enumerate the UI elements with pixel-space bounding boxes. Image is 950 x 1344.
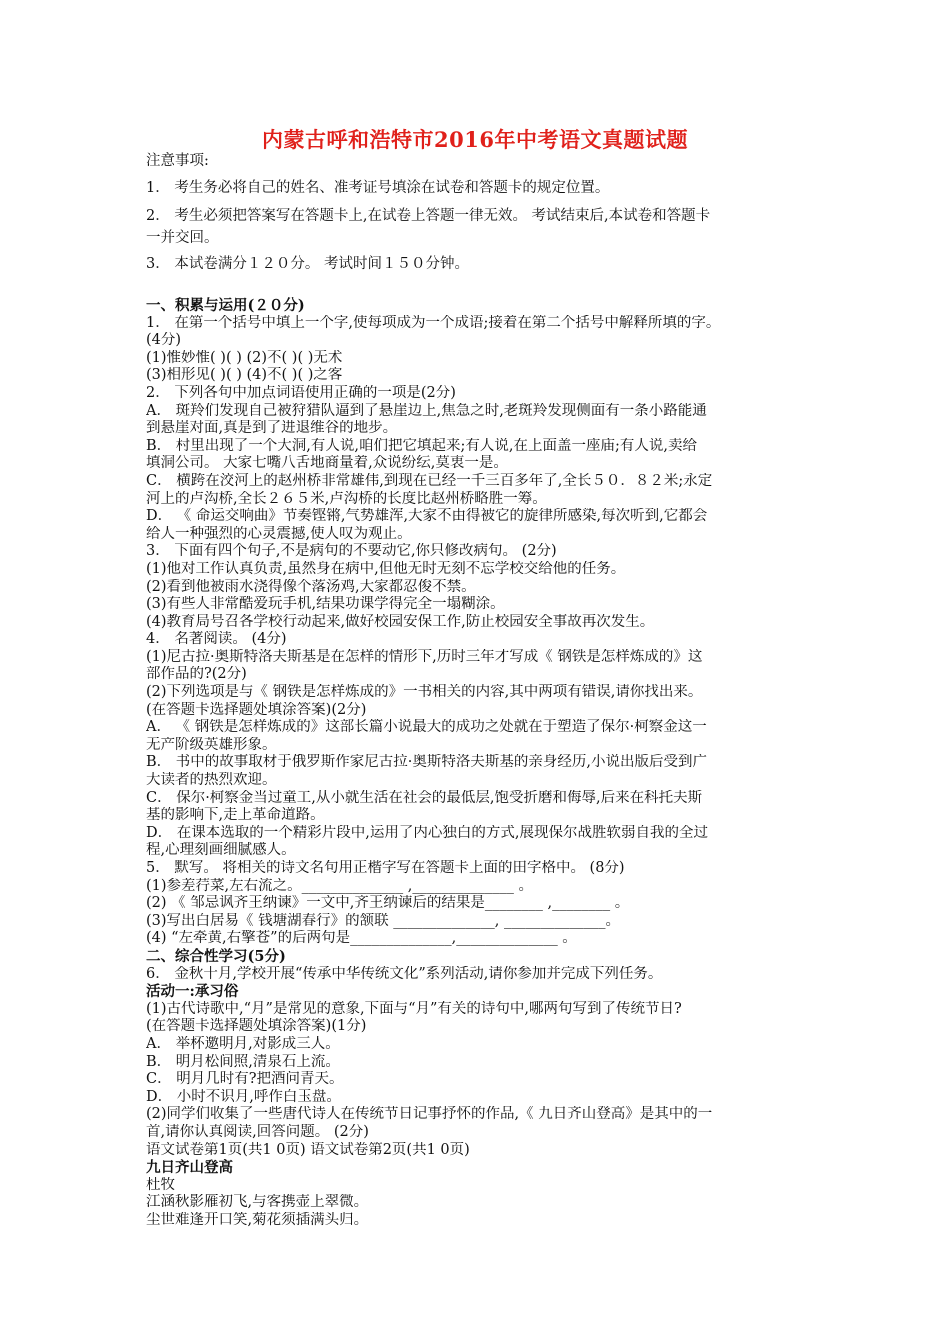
text-line: (3)相形见( )( ) (4)不( )( )之客 [146,367,343,384]
text-line: (2) 《 邹忌讽齐王纳谏》一文中,齐王纳谏后的结果是________ ,________ 。 [146,895,630,912]
text-line: 首,请你认真阅读,回答问题。 (2分) [146,1123,369,1140]
text-line: 程,心理刻画细腻感人。 [146,842,296,859]
text-line: (1)他对工作认真负责,虽然身在病中,但他无时无刻不忘学校交给他的任务。 [146,560,626,577]
text-line: (4分) [146,332,182,349]
text-line: 江涵秋影雁初飞,与客携壶上翠微。 [146,1194,369,1211]
page-title: 内蒙古呼和浩特市2016年中考语文真题试题 [262,127,688,152]
text-line: 尘世难逢开口笑,菊花须插满头归。 [146,1211,369,1228]
text-line: A． 斑羚们发现自己被狩猎队逼到了悬崖边上,焦急之时,老斑羚发现侧面有一条小路能通 [146,402,707,419]
text-line: 给人一种强烈的心灵震撼,使人叹为观止。 [146,525,412,542]
section-heading: 一、积累与运用(２０分) [146,297,305,314]
text-line: B． 明月松间照,清泉石上流。 [146,1053,340,1070]
notice-heading: 注意事项: [146,153,209,169]
text-line: 5． 默写。 将相关的诗文名句用正楷字写在答题卡上面的田字格中。 (8分) [146,860,625,876]
text-line: 部作品的?(2分) [146,666,247,683]
notice-item: 2． 考生必须把答案写在答题卡上,在试卷上答题一律无效。 考试结束后,本试卷和答题卡 [146,208,711,224]
text-line: (2)同学们收集了一些唐代诗人在传统节日记事抒怀的作品,《 九日齐山登高》是其中的一 [146,1106,713,1123]
text-line: D． 在课本选取的一个精彩片段中,运用了内心独白的方式,展现保尔战胜软弱自我的全过 [146,824,708,841]
section-heading: 活动一:承习俗 [146,983,239,1001]
section-heading: 二、综合性学习(5分) [146,947,286,965]
text-line: (3)写出白居易《 钱塘湖春行》的颔联 ______________, ______________。 [146,912,620,929]
text-line: A． 《 钢铁是怎样炼成的》这部长篇小说最大的成功之处就在于塑造了保尔·柯察金这一 [146,719,707,736]
text-line: 无产阶级英雄形象。 [146,736,277,753]
text-line: 基的影响下,走上革命道路。 [146,807,325,824]
text-line: C． 横跨在洨河上的赵州桥非常雄伟,到现在已经一千三百多年了,全长５０．８２米;永定 [146,472,713,489]
text-line: 3． 下面有四个句子,不是病句的不要动它,你只修改病句。 (2分) [146,543,557,560]
text-line: (4) “左牵黄,右擎苍”的后两句是______________,______________ 。 [146,930,577,947]
text-line: (4)教育局号召各学校行动起来,做好校园安保工作,防止校园安全事故再次发生。 [146,613,655,630]
text-line: C． 明月几时有?把酒问青天。 [146,1071,344,1088]
text-line: (1)古代诗歌中,“月”是常见的意象,下面与“月”有关的诗句中,哪两句写到了传统节日? [146,1000,682,1017]
text-line: D． 小时不识月,呼作白玉盘。 [146,1088,341,1105]
section-heading: 九日齐山登高 [146,1159,233,1177]
text-line: 河上的卢沟桥,全长２６５米,卢沟桥的长度比赵州桥略胜一筹。 [146,490,547,507]
text-line: (1)参差荇菜,左右流之。______________ ,______________ 。 [146,877,533,894]
notice-item: 一并交回。 [146,230,219,246]
exam-body [146,297,828,1229]
text-line: 大读者的热烈欢迎。 [146,772,277,789]
text-line: (1)惟妙惟( )( ) (2)不( )( )无术 [146,349,343,366]
text-line: (在答题卡选择题处填涂答案)(1分) [146,1018,367,1035]
text-line: B． 书中的故事取材于俄罗斯作家尼古拉·奥斯特洛夫斯基的亲身经历,小说出版后受到广 [146,754,707,771]
text-line: 6． 金秋十月,学校开展“传承中华传统文化”系列活动,请你参加并完成下列任务。 [146,965,663,982]
text-line: 1． 在第一个括号中填上一个字,使每项成为一个成语;接着在第二个括号中解释所填的字。 [146,314,721,331]
text-line: D． 《 命运交响曲》节奏铿锵,气势雄浑,大家不由得被它的旋律所感染,每次听到,它都会 [146,508,708,525]
text-line: (2)看到他被雨水浇得像个落汤鸡,大家都忍俊不禁。 [146,578,476,595]
text-line: 到悬崖对面,真是到了进退维谷的地步。 [146,420,398,437]
text-line: B． 村里出现了一个大洞,有人说,咱们把它填起来;有人说,在上面盖一座庙;有人说,卖给 [146,437,697,454]
notice-item: 3． 本试卷满分１２０分。 考试时间１５０分钟。 [146,256,469,272]
text-line: C． 保尔·柯察金当过童工,从小就生活在社会的最低层,饱受折磨和侮辱,后来在科托夫斯 [146,789,703,806]
text-line: (2)下列选项是与《 钢铁是怎样炼成的》一书相关的内容,其中两项有错误,请你找出来。 [146,684,703,701]
text-line: 2． 下列各句中加点词语使用正确的一项是(2分) [146,384,456,401]
text-line: 4． 名著阅读。 (4分) [146,631,287,648]
text-line: (3)有些人非常酷爱玩手机,结果功课学得完全一塌糊涂。 [146,596,505,613]
text-line: 杜牧 [146,1176,175,1193]
text-line: 填洞公司。 大家七嘴八舌地商量着,众说纷纭,莫衷一是。 [146,455,508,472]
text-line: A． 举杯邀明月,对影成三人。 [146,1035,340,1052]
notice-item: 1． 考生务必将自己的姓名、准考证号填涂在试卷和答题卡的规定位置。 [146,180,610,196]
text-line: (在答题卡选择题处填涂答案)(2分) [146,701,367,718]
text-line: (1)尼古拉·奥斯特洛夫斯基是在怎样的情形下,历时三年才写成《 钢铁是怎样炼成的》这 [146,648,703,665]
text-line: 语文试卷第1页(共1 0页) 语文试卷第2页(共1 0页) [146,1141,470,1158]
